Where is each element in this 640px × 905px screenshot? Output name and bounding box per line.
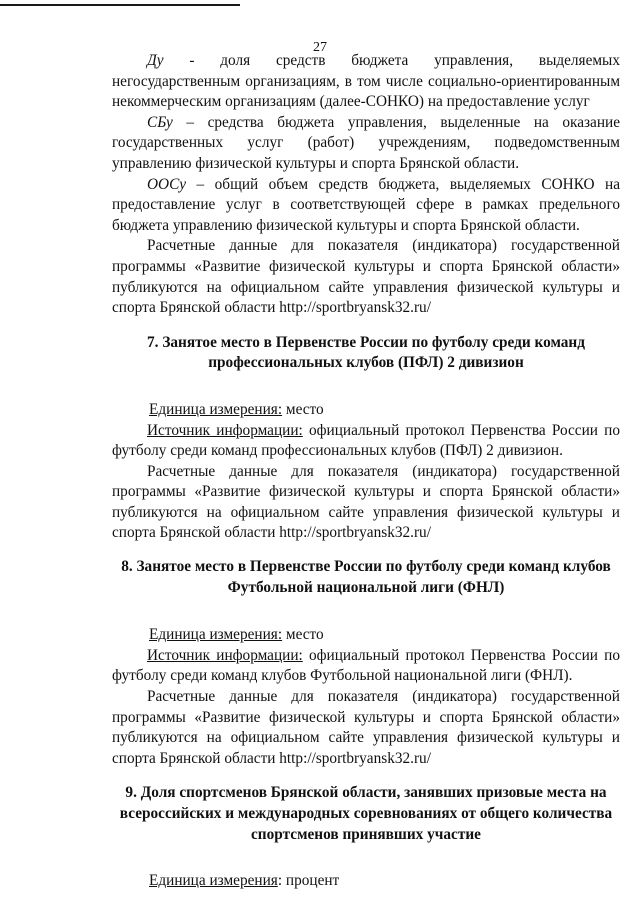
top-rule	[0, 4, 240, 6]
source-text: официальный протокол Первенства России по футболу среди команд клубов Футбольной национальной лиги (ФНЛ).	[112, 646, 620, 685]
section-8-unit	[112, 625, 620, 646]
source-label: Источник информации:	[147, 646, 303, 664]
term-du: Ду	[147, 52, 164, 69]
unit-value: место	[282, 626, 324, 644]
section-8-heading-line1: 8. Занятое место в Первенстве России по футболу среди команд клубов	[121, 558, 611, 576]
section-7-source	[112, 421, 620, 462]
definition-du: - доля средств бюджета управления, выделяемых негосударственным организациям, в том числе социально-ориентированным некоммерческим организациям (далее-СОНКО) на предоставление услуг	[112, 52, 620, 111]
section-8-heading-line2: Футбольной национальной лиги (ФНЛ)	[227, 578, 505, 596]
section-8-source	[112, 646, 620, 687]
unit-label: Единица измерения:	[149, 400, 283, 418]
source-text: официальный протокол Первенства России по футболу среди команд профессиональных клубов (ПФЛ) 2 дивизион.	[112, 421, 620, 460]
page-number: 27	[313, 40, 327, 55]
section-7-unit	[112, 400, 620, 421]
section-7-heading-line2: профессиональных клубов (ПФЛ) 2 дивизион	[208, 354, 524, 372]
term-oosu: ООСу	[147, 175, 187, 193]
document-body	[112, 51, 620, 892]
paragraph-du	[112, 51, 620, 113]
source-label: Источник информации:	[147, 421, 303, 439]
section-9-heading-line3: спортсменов принявших участие	[251, 825, 481, 843]
calc-paragraph-3: Расчетные данные для показателя (индикатора) государственной программы «Развитие физической культуры и спорта Брянской области» публикуются на официальном сайте управления физической культуры и спорта Брянской области http://sportbryansk32.ru/	[112, 688, 620, 767]
section-9-heading-line2: всероссийских и международных соревнованиях от общего количества	[119, 805, 613, 822]
unit-label: Единица измерения:	[149, 626, 283, 644]
calc-paragraph-1: Расчетные данные для показателя (индикатора) государственной программы «Развитие физической культуры и спорта Брянской области» публикуются на официальном сайте управления физической культуры и спорта Брянской области http://sportbryansk32.ru/	[112, 237, 620, 317]
definition-oosu: – общий объем средств бюджета, выделяемых СОНКО на предоставление услуг в соответствующей сфере в рамках предельного бюджета управлению физической культуры и спорта Брянской области.	[112, 175, 620, 234]
term-sbu: СБу	[147, 113, 173, 131]
definition-sbu: – средства бюджета управления, выделенные на оказание государственных услуг (работ) учреждениям, подведомственным управлению физической культуры и спорта Брянской области.	[112, 113, 620, 172]
unit-value: место	[282, 400, 324, 418]
section-9-heading-line1: 9. Доля спортсменов Брянской области, занявших призовые места на	[125, 784, 607, 802]
section-7-heading-line1: 7. Занятое место в Первенстве России по футболу среди команд	[147, 333, 585, 351]
section-9-unit	[112, 871, 620, 892]
paragraph-sbu	[112, 113, 620, 175]
paragraph-oosu	[112, 175, 620, 237]
calc-paragraph-2: Расчетные данные для показателя (индикатора) государственной программы «Развитие физической культуры и спорта Брянской области» публикуются на официальном сайте управления физической культуры и спорта Брянской области http://sportbryansk32.ru/	[112, 462, 620, 542]
unit-label: Единица измерения	[149, 872, 278, 890]
unit-value: : процент	[277, 872, 340, 890]
